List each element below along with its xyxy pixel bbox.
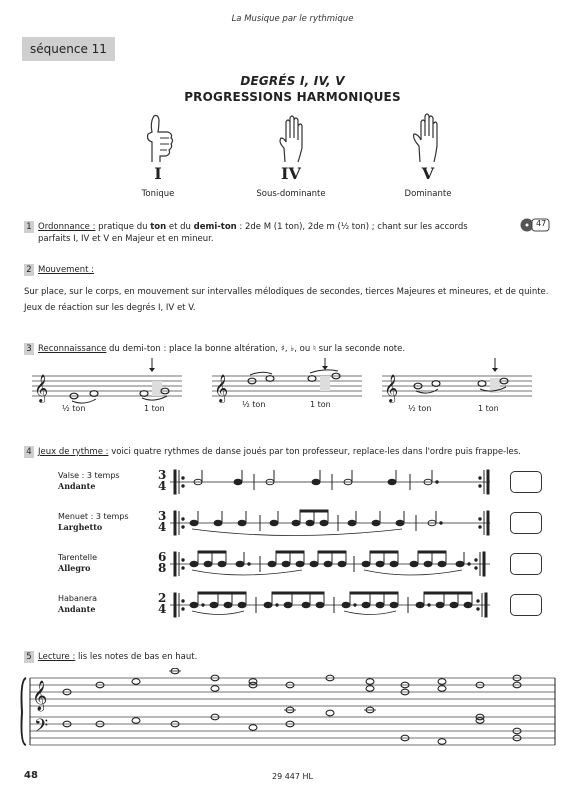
section-2-line-1: Sur place, sur le corps, en mouvement sur intervalles mélodiques de secondes, tierces Majeures et mineures, et de quinte. [24,287,549,297]
section-4-heading: Jeux de rythme : [38,447,109,457]
demiton-term: demi-ton [193,222,237,232]
tempo-3: Allegro [58,563,91,573]
degree-name-1: Tonique [141,189,175,199]
cd-track-number: 47 [536,219,547,228]
catalog-code: 29 447 HL [271,772,313,781]
svg-text:𝄞: 𝄞 [214,374,229,402]
svg-text:𝄢: 𝄢 [34,716,49,741]
section-3-text: du demi-ton : place la bonne altération, ♯, ♭, ou ♮ sur la seconde note. [106,344,406,354]
half-tone-label-3: ½ ton [408,404,432,413]
section-3-heading: Reconnaissance [38,344,107,354]
meter-text-1: : 3 temps [79,471,120,480]
meter-text-2: : 3 temps [88,512,129,521]
section-1-number: 1 [24,221,34,233]
section-4-number: 4 [24,446,34,458]
answer-box-3[interactable] [510,553,542,575]
cd-track-badge[interactable] [520,218,550,232]
time-bottom-4: 4 [158,602,167,616]
dance-name-1: Valse [58,471,80,480]
half-tone-label-2: ½ ton [242,400,266,409]
time-bottom-2: 4 [158,520,167,534]
time-bottom-3: 8 [158,561,167,575]
page-number: 48 [24,770,38,781]
degree-numeral-1: I [154,164,162,183]
rhythm-label-1 [58,470,120,492]
svg-text:𝄞: 𝄞 [34,374,49,402]
time-top-2: 3 [158,509,167,523]
section-3-title [24,343,564,355]
tempo-2: Larghetto [58,522,103,532]
ton-term: ton [150,222,167,232]
open-hand-icon [408,112,448,164]
half-tone-staff-3 [382,358,532,418]
section-5-text: lis les notes de bas en haut. [75,652,198,662]
rhythm-lines [170,466,500,626]
rhythm-label-4 [58,593,97,615]
svg-text:𝄞: 𝄞 [32,681,48,711]
section-4-text: voici quatre rythmes de danse joués par ton professeur, replace-les dans l'ordre puis frappe-les. [108,447,521,457]
time-signature-4 [158,593,166,615]
section-1-text-d: parfaits I, IV et V en Majeur et en mineur. [38,234,214,244]
dance-name-4: Habanera [58,594,98,603]
whole-tone-label-1: 1 ton [144,404,165,413]
rhythm-label-2 [58,511,129,533]
time-top-1: 3 [158,468,167,482]
section-2-number: 2 [24,264,34,276]
page-title: DEGRÉS I, IV, V [240,74,345,88]
whole-tone-label-2: 1 ton [310,400,331,409]
four-fingers-hand-icon [272,112,312,164]
rhythm-label-3 [58,552,97,574]
section-3-number: 3 [24,343,34,355]
section-5-title [24,651,564,663]
page-subtitle: PROGRESSIONS HARMONIQUES [184,90,401,104]
section-1-text-b: et du [166,222,194,232]
section-1-text-c: : 2de M (1 ton), 2de m (½ ton) ; chant sur les accords [236,222,468,232]
section-1-text-a: pratique du [95,222,151,232]
degree-name-4: Sous-dominante [256,189,326,199]
section-2-heading: Mouvement : [38,265,94,275]
degree-numeral-4: IV [281,164,301,183]
tempo-4: Andante [58,604,96,614]
half-tone-label-1: ½ ton [62,404,86,413]
time-signature-2 [158,511,166,533]
section-5-number: 5 [24,651,34,663]
whole-tone-label-3: 1 ton [478,404,499,413]
time-bottom-1: 4 [158,479,167,493]
section-1-heading: Ordonnance : [38,222,96,232]
answer-box-4[interactable] [510,594,542,616]
tempo-1: Andante [58,481,96,491]
time-signature-3 [158,552,166,574]
thumb-up-hand-icon [138,112,178,164]
time-top-3: 6 [158,550,167,564]
dance-name-3: Tarentelle [58,553,97,562]
section-2-line-2: Jeux de réaction sur les degrés I, IV et V. [24,303,196,313]
degree-numeral-5: V [421,164,435,183]
section-1 [24,221,524,233]
degree-name-5: Dominante [404,189,452,199]
svg-text:𝄞: 𝄞 [384,374,399,402]
running-header: La Musique par le rythmique [231,14,354,24]
section-2-title [24,264,94,276]
dance-name-2: Menuet [58,512,89,521]
answer-box-2[interactable] [510,512,542,534]
grand-staff [20,668,560,750]
section-5-heading: Lecture : [38,652,76,662]
time-top-4: 2 [158,591,167,605]
answer-box-1[interactable] [510,471,542,493]
half-tone-staff-2 [212,358,362,418]
sequence-label: séquence 11 [22,37,115,61]
time-signature-1 [158,470,166,492]
section-4-title [24,446,574,458]
